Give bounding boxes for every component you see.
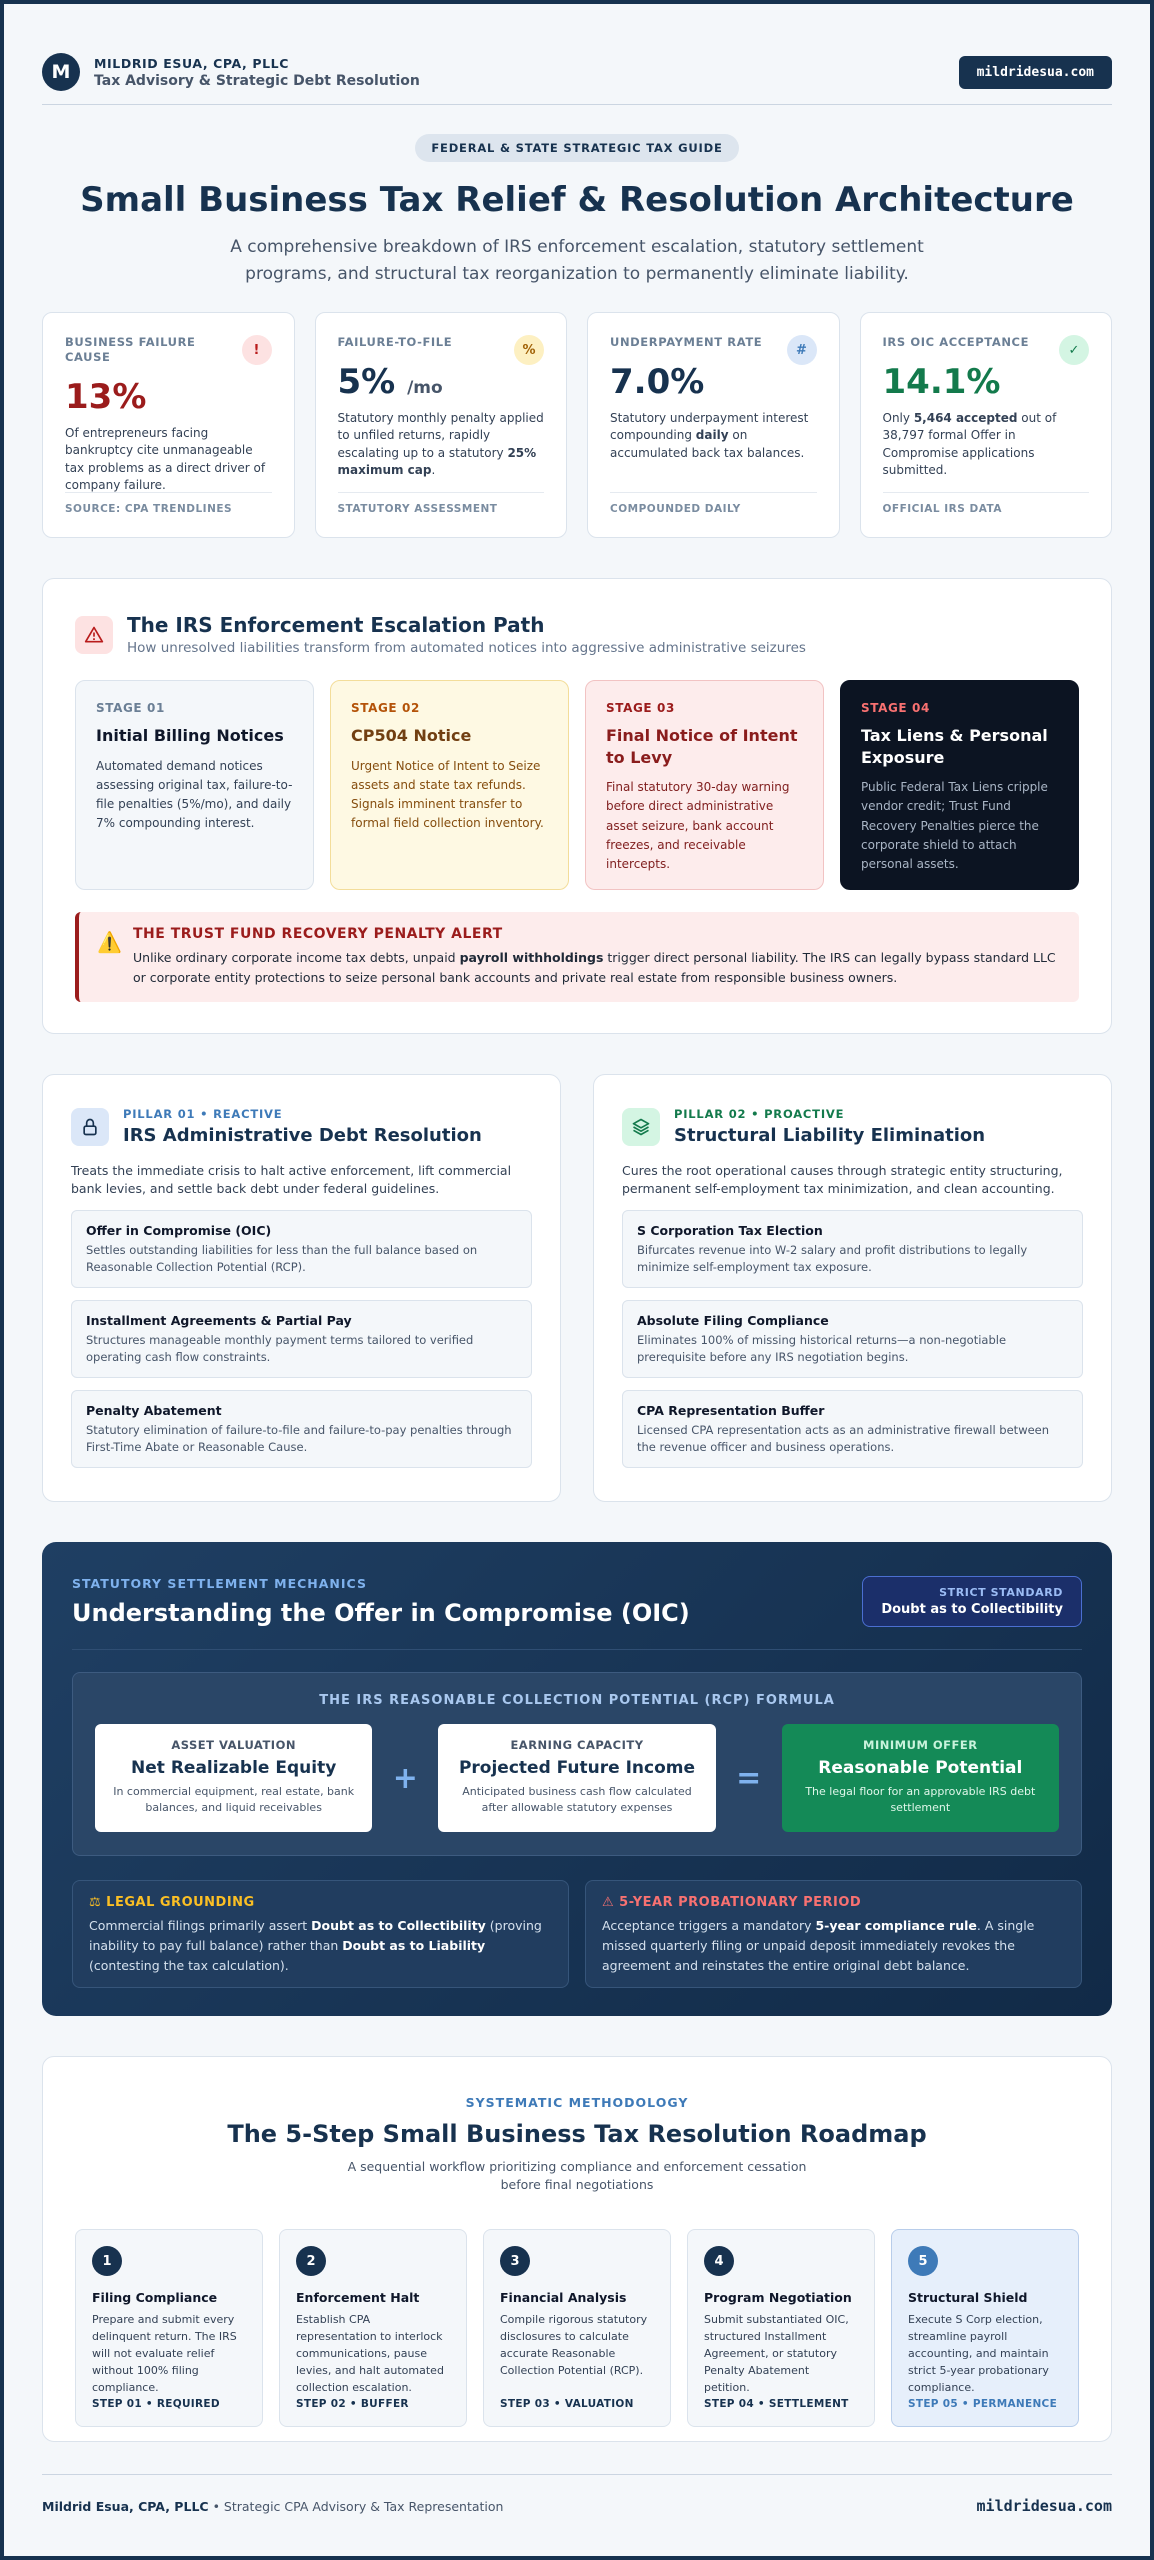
logo-badge: M [42,53,80,91]
stat-value: 5% /mo [337,361,443,402]
stage-description: Final statutory 30-day warning before direct administrative asset seizure, bank account freezes, and receivable intercepts. [606,780,790,871]
pillar-item [622,1210,1083,1288]
layers-icon [622,1108,660,1146]
step-footer: STEP 02 • BUFFER [296,2398,409,2410]
stat-source: SOURCE: CPA TRENDLINES [65,492,272,515]
strict-standard-badge [862,1576,1082,1627]
term-value: Net Realizable Equity [131,1758,337,1778]
step-footer: STEP 03 • VALUATION [500,2398,634,2410]
section-title: The IRS Enforcement Escalation Path [127,613,545,637]
note-text: Commercial filings primarily assert Doubt as to Collectibility (proving inability to pay full balance) rather than Doubt as to Liability (contesting the tax calculation). [89,1918,542,1973]
step-number: 5 [908,2246,938,2276]
pillar-item-description: Settles outstanding liabilities for less than the full balance based on Reasonable Collection Potential (RCP). [86,1243,478,1274]
exclamation-icon: ! [242,335,272,365]
stage-description: Urgent Notice of Intent to Seize assets and state tax refunds. Signals imminent transfer to formal field collection inventory. [351,758,544,831]
term-description: In commercial equipment, real estate, bank balances, and liquid receivables [113,1785,355,1814]
oic-divider [72,1649,1082,1650]
equals-operator: = [736,1760,762,1796]
step-title: Structural Shield [908,2290,1028,2305]
term-description: Anticipated business cash flow calculated after allowable statutory expenses [462,1785,692,1814]
formula-term [438,1724,715,1832]
step-number: 4 [704,2246,734,2276]
pillar-kicker: PILLAR 02 • PROACTIVE [674,1107,845,1121]
term-label: ASSET VALUATION [171,1738,296,1752]
term-description: The legal floor for an approvable IRS debt settlement [805,1785,1036,1814]
stat-source: OFFICIAL IRS DATA [883,492,1090,515]
warning-icon: ⚠️ [97,930,122,954]
trust-fund-alert [75,912,1079,1002]
pillar-item-description: Bifurcates revenue into W-2 salary and profit distributions to legally minimize self-employment tax exposure. [637,1243,1028,1274]
stat-source: COMPOUNDED DAILY [610,492,817,515]
stat-description: Only 5,464 accepted out of 38,797 formal Offer in Compromise applications submitted. [882,410,1057,478]
oic-notes [72,1880,1082,1988]
stat-value: 14.1% [882,361,1001,402]
checkmark-icon: ✓ [1059,335,1089,365]
stage-tag: STAGE 01 [96,701,165,715]
step-card [279,2229,467,2427]
pillar-item-title: CPA Representation Buffer [637,1403,825,1419]
stage-list [75,680,1079,890]
stat-label: FAILURE-TO-FILE [337,335,453,349]
roadmap-title: The 5-Step Small Business Tax Resolution Roadmap [227,2120,927,2148]
pillar-title: IRS Administrative Debt Resolution [123,1125,482,1146]
step-footer: STEP 04 • SETTLEMENT [704,2398,849,2410]
stat-description: Statutory monthly penalty applied to unfiled returns, rapidly escalating up to a statutory 25% maximum cap. [337,410,544,478]
hash-icon: # [787,335,817,365]
hero [42,134,1112,288]
section-subtitle: How unresolved liabilities transform from automated notices into aggressive administrative seizures [127,640,806,656]
section-header [75,613,1079,656]
stage-tag: STAGE 03 [606,701,675,715]
step-title: Financial Analysis [500,2290,627,2305]
stat-source: STATUTORY ASSESSMENT [338,492,545,515]
roadmap-kicker: SYSTEMATIC METHODOLOGY [465,2095,689,2110]
formula-row [95,1724,1059,1832]
stage-title: Initial Billing Notices [96,726,284,745]
note-title: ⚠ 5-YEAR PROBATIONARY PERIOD [602,1895,862,1910]
pillar-item [71,1300,532,1378]
step-number: 1 [92,2246,122,2276]
pillar-item [622,1390,1083,1468]
step-number: 2 [296,2246,326,2276]
pillar-item-description: Licensed CPA representation acts as an administrative firewall between the revenue officer and business operations. [637,1423,1050,1454]
stat-unit: /mo [407,377,443,398]
pillar-header [622,1107,1083,1146]
plus-operator: + [392,1760,418,1796]
stat-label: UNDERPAYMENT RATE [610,335,763,349]
legal-grounding-note [72,1880,569,1988]
stat-card [587,312,840,538]
alert-text: Unlike ordinary corporate income tax debts, unpaid payroll withholdings trigger direct personal liability. The IRS can legally bypass standard LLC or corporate entity protections to seize personal bank accounts and private real estate from responsible business owners. [133,950,1056,985]
stage-card [585,680,824,890]
website-link[interactable]: mildridesua.com [959,56,1112,89]
term-value: Projected Future Income [458,1758,696,1778]
header-divider [42,104,1112,105]
oic-section [42,1542,1112,2016]
formula-term [95,1724,372,1832]
standard-label: STRICT STANDARD [939,1586,1063,1599]
pillar-item-description: Statutory elimination of failure-to-file and failure-to-pay penalties through First-Time Abate or Reasonable Cause. [86,1423,512,1454]
lock-icon [71,1108,109,1146]
footer-divider [42,2474,1112,2475]
pillar-item-title: Absolute Filing Compliance [637,1313,829,1329]
stat-description: Of entrepreneurs facing bankruptcy cite unmanageable tax problems as a direct driver of company failure. [65,425,266,493]
formula-result [782,1724,1059,1832]
step-description: Prepare and submit every delinquent return. The IRS will not evaluate relief without 100% filing compliance. [92,2313,237,2395]
step-title: Enforcement Halt [296,2290,420,2305]
stat-value: 13% [65,376,147,417]
step-description: Execute S Corp election, streamline payroll accounting, and maintain strict 5-year probationary compliance. [908,2313,1049,2395]
percent-icon: % [514,335,544,365]
stat-card [42,312,295,538]
step-description: Submit substantiated OIC, structured Installment Agreement, or statutory Penalty Abatement petition. [704,2313,849,2395]
stage-tag: STAGE 04 [861,701,930,715]
pillar-kicker: PILLAR 01 • REACTIVE [123,1107,283,1121]
step-card [483,2229,671,2427]
stage-card [330,680,569,890]
page-title: Small Business Tax Relief & Resolution Architecture [80,180,1074,220]
step-number: 3 [500,2246,530,2276]
pillar-card [42,1074,561,1502]
step-footer: STEP 01 • REQUIRED [92,2398,220,2410]
oic-title: Understanding the Offer in Compromise (OIC) [72,1599,690,1627]
stat-card [860,312,1113,538]
formula-title: THE IRS REASONABLE COLLECTION POTENTIAL (RCP) FORMULA [319,1693,835,1708]
stat-card [315,312,568,538]
hero-lede: A comprehensive breakdown of IRS enforcement escalation, statutory settlement programs, and structural tax reorganization to permanently eliminate liability. [230,237,924,285]
note-title: ⚖ LEGAL GROUNDING [89,1895,255,1910]
step-title: Program Negotiation [704,2290,852,2305]
pillars-row [42,1074,1112,1502]
firm-tagline: Tax Advisory & Strategic Debt Resolution [94,72,420,89]
stats-row [42,312,1112,538]
pillar-title: Structural Liability Elimination [674,1125,986,1146]
step-footer: STEP 05 • PERMANENCE [908,2398,1058,2410]
stage-title: CP504 Notice [351,726,472,745]
stage-tag: STAGE 02 [351,701,420,715]
warning-triangle-icon [75,616,113,654]
stat-description: Statutory underpayment interest compounding daily on accumulated back tax balances. [610,410,809,460]
step-title: Filing Compliance [92,2290,218,2305]
stage-description: Public Federal Tax Liens cripple vendor credit; Trust Fund Recovery Penalties pierce the corporate shield to attach personal assets. [861,780,1048,871]
rcp-formula [72,1672,1082,1856]
step-list [75,2229,1079,2427]
site-header [42,40,1112,104]
step-card [75,2229,263,2427]
pillar-item [71,1390,532,1468]
pillar-item [71,1210,532,1288]
footer-credit: Mildrid Esua, CPA, PLLC • Strategic CPA Advisory & Tax Representation [42,2498,504,2514]
term-label: MINIMUM OFFER [863,1738,978,1752]
stat-label: BUSINESS FAILURE CAUSE [65,335,196,364]
term-label: EARNING CAPACITY [510,1738,644,1752]
pillar-item-title: S Corporation Tax Election [637,1223,823,1239]
pillar-item-title: Penalty Abatement [86,1403,222,1419]
step-description: Establish CPA representation to interlock communications, pause levies, and halt automated collection escalation. [296,2313,444,2395]
stat-label: IRS OIC ACCEPTANCE [882,335,1030,349]
term-value: Reasonable Potential [818,1758,1023,1778]
note-text: Acceptance triggers a mandatory 5-year compliance rule. A single missed quarterly filing or unpaid deposit immediately revokes the agreement and reinstates the entire original debt balance. [602,1918,1035,1973]
pillar-description: Cures the root operational causes through strategic entity structuring, permanent self-employment tax minimization, and clean accounting. [622,1163,1063,1197]
firm-name: MILDRID ESUA, CPA, PLLC [94,55,290,71]
footer-url[interactable]: mildridesua.com [976,2497,1112,2515]
step-description: Compile rigorous statutory disclosures to calculate accurate Reasonable Collection Potential (RCP). [500,2313,648,2378]
stage-title: Final Notice of Intent to Levy [606,726,798,767]
pillar-item [622,1300,1083,1378]
roadmap-section [42,2056,1112,2442]
stage-description: Automated demand notices assessing original tax, failure-to-file penalties (5%/mo), and daily 7% compounding interest. [96,758,293,831]
pillar-card [593,1074,1112,1502]
pillar-description: Treats the immediate crisis to halt active enforcement, lift commercial bank levies, and settle back debt under federal guidelines. [71,1163,512,1197]
standard-value: Doubt as to Collectibility [881,1602,1063,1617]
step-card-highlighted [891,2229,1079,2427]
enforcement-section [42,578,1112,1034]
site-footer [42,2488,1112,2524]
brand [42,53,420,91]
probation-note [585,1880,1082,1988]
pillar-header [71,1107,532,1146]
stat-value: 7.0% [610,361,705,402]
hero-kicker: FEDERAL & STATE STRATEGIC TAX GUIDE [415,134,738,162]
stage-title: Tax Liens & Personal Exposure [861,726,1048,767]
pillar-item-title: Offer in Compromise (OIC) [86,1223,272,1239]
stage-card [840,680,1079,890]
roadmap-subtitle: A sequential workflow prioritizing compliance and enforcement cessation before final negotiations [347,2159,807,2192]
pillar-item-title: Installment Agreements & Partial Pay [86,1313,352,1329]
step-card [687,2229,875,2427]
pillar-item-description: Structures manageable monthly payment terms tailored to verified operating cash flow constraints. [86,1333,474,1364]
oic-kicker: STATUTORY SETTLEMENT MECHANICS [72,1576,367,1591]
alert-title: THE TRUST FUND RECOVERY PENALTY ALERT [133,926,503,942]
stage-card [75,680,314,890]
pillar-item-description: Eliminates 100% of missing historical returns—a non-negotiable prerequisite before any IRS negotiation begins. [637,1333,1007,1364]
